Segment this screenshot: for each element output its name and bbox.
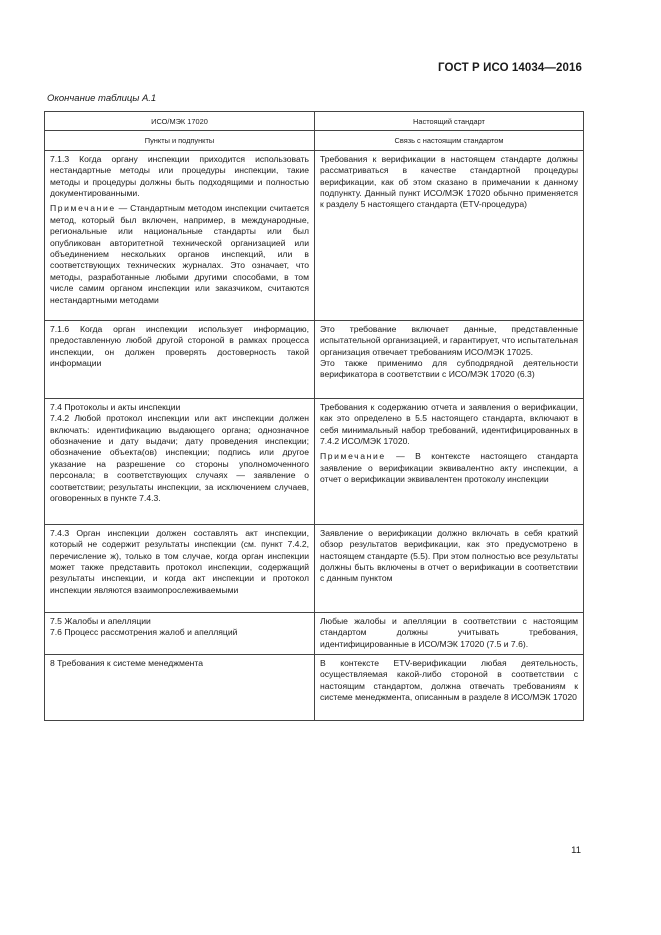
correspondence-table <box>44 111 584 721</box>
table-header-row <box>45 112 584 131</box>
row-relation-cell <box>315 654 584 720</box>
standard-designation: ГОСТ Р ИСО 14034—2016 <box>437 62 582 74</box>
clause-title: 7.5 Жалобы и апелляции <box>50 615 151 626</box>
row-relation-cell <box>315 524 584 612</box>
relation-text: Требования к содержанию отчета и заявления о верификации, как это определено в 5.5 настоящего стандарта, включают в себя минимальный набор требований, идентифицированных в 7.4.2 ИСО/МЭК 17020. <box>320 401 578 447</box>
relation-text: Заявление о верификации должно включать в себя краткий обзор результатов верификации, как это предусмотрено в настоящем стандарте (5.5). При этом полностью все результаты должны быть включены в отчет о верификации в соответствии с данным пунктом <box>320 527 578 584</box>
row-relation-cell <box>315 150 584 320</box>
table-row <box>45 150 584 320</box>
row-clause-cell <box>45 320 315 398</box>
page-number: 11 <box>571 845 581 856</box>
relation-text: Требования к верификации в настоящем стандарте должны рассматриваться в качестве стандартной процедуры верификации, как об этом сказано в примечании к данному подпункту. Данный пункт ИСО/МЭК 17020 обычно применяется к разделу 5 настоящего стандарта (ETV-процедура) <box>320 153 578 210</box>
table-row <box>45 524 584 612</box>
column-subheader-clauses: Пункты и подпункты <box>45 131 315 150</box>
relation-note <box>320 451 578 485</box>
clause-text: 7.4.2 Любой протокол инспекции или акт инспекции должен включать: идентификацию выдающего органа; однозначное обозначение и дату выдачи; дату проведения инспекции; обозначение объекта(ов) инспекции; подпись или другое указание на разрешение со стороны уполномоченного персонала; в соответствующих случаях — заявление о соответствии; результаты инспекции, за исключением случаев, оговоренных в пункте 7.4.3. <box>50 413 309 504</box>
clause-text: 7.6 Процесс рассмотрения жалоб и апелляций <box>50 627 238 638</box>
clause-text: 7.4.3 Орган инспекции должен составлять акт инспекции, который не содержит результаты инспекции (см. пункт 7.4.2, перечисление ж), только в том случае, когда орган инспекции может также представить протокол инспекции, содержащий результаты инспекции, и когда акт инспекции и протокол инспекции являются взаимопрослеживаемыми <box>50 527 309 595</box>
clause-text: 8 Требования к системе менеджмента <box>50 657 204 668</box>
clause-title: 7.4 Протоколы и акты инспекции <box>50 401 181 412</box>
row-clause-cell <box>45 398 315 524</box>
row-relation-cell <box>315 320 584 398</box>
note-label: Примечание <box>320 451 386 462</box>
column-subheader-relation: Связь с настоящим стандартом <box>315 131 584 150</box>
table-row <box>45 654 584 720</box>
column-header-standard: Настоящий стандарт <box>315 112 584 131</box>
clause-note <box>50 203 309 306</box>
table-subheader-row <box>45 131 584 150</box>
column-header-iso: ИСО/МЭК 17020 <box>45 112 315 131</box>
table-row <box>45 398 584 524</box>
table-row <box>45 320 584 398</box>
table-row <box>45 612 584 654</box>
row-relation-cell <box>315 612 584 654</box>
note-text: — В контексте настоящего стандарта заявление о верификации эквивалентно акту инспекции, а отчет о верификации эквивалентен протоколу инспекции <box>320 451 578 485</box>
note-text: — Стандартным методом инспекции считается метод, который был включен, например, в международные, региональные или национальные стандарты или был опубликован авторитетной технической организацией или объединением нескольких органов инспекций, или в соответствующих технических журналах. Это означает, что методы, разработанные любыми другими способами, в том числе самим органом инспекции или заказчиком, считаются нестандартными методами <box>50 203 309 305</box>
relation-text: Это требование включает данные, представленные испытательной организацией, и гарантирует, что испытательная организация отвечает требованиям ИСО/МЭК 17025. <box>320 323 578 357</box>
row-clause-cell <box>45 612 315 654</box>
relation-text: Любые жалобы и апелляции в соответствии с настоящим стандартом должны учитывать требования, идентифицированные в ИСО/МЭК 17020 (7.5 и 7.6). <box>320 615 578 649</box>
row-clause-cell <box>45 150 315 320</box>
clause-text: 7.1.6 Когда орган инспекции использует информацию, предоставленную любой другой стороной в рамках процесса инспекции, он должен проверять достоверность такой информации <box>50 323 309 369</box>
clause-text: 7.1.3 Когда органу инспекции приходится использовать нестандартные методы или процедуры инспекции, такие методы и процедуры должны быть подходящими и полностью документированными. <box>50 153 309 199</box>
relation-text: В контексте ETV-верификации любая деятельность, осуществляемая какой-либо стороной в соответствии с настоящим стандартом, должна отвечать требованиям к системе менеджмента, описанным в разделе 8 ИСО/МЭК 17020 <box>320 657 578 703</box>
note-label: Примечание <box>50 203 116 214</box>
row-relation-cell <box>315 398 584 524</box>
row-clause-cell <box>45 524 315 612</box>
relation-text-extra: Это также применимо для субподрядной деятельности верификатора в соответствии с ИСО/МЭК 17020 (6.3) <box>320 358 578 380</box>
row-clause-cell <box>45 654 315 720</box>
table-caption: Окончание таблицы А.1 <box>47 93 157 104</box>
